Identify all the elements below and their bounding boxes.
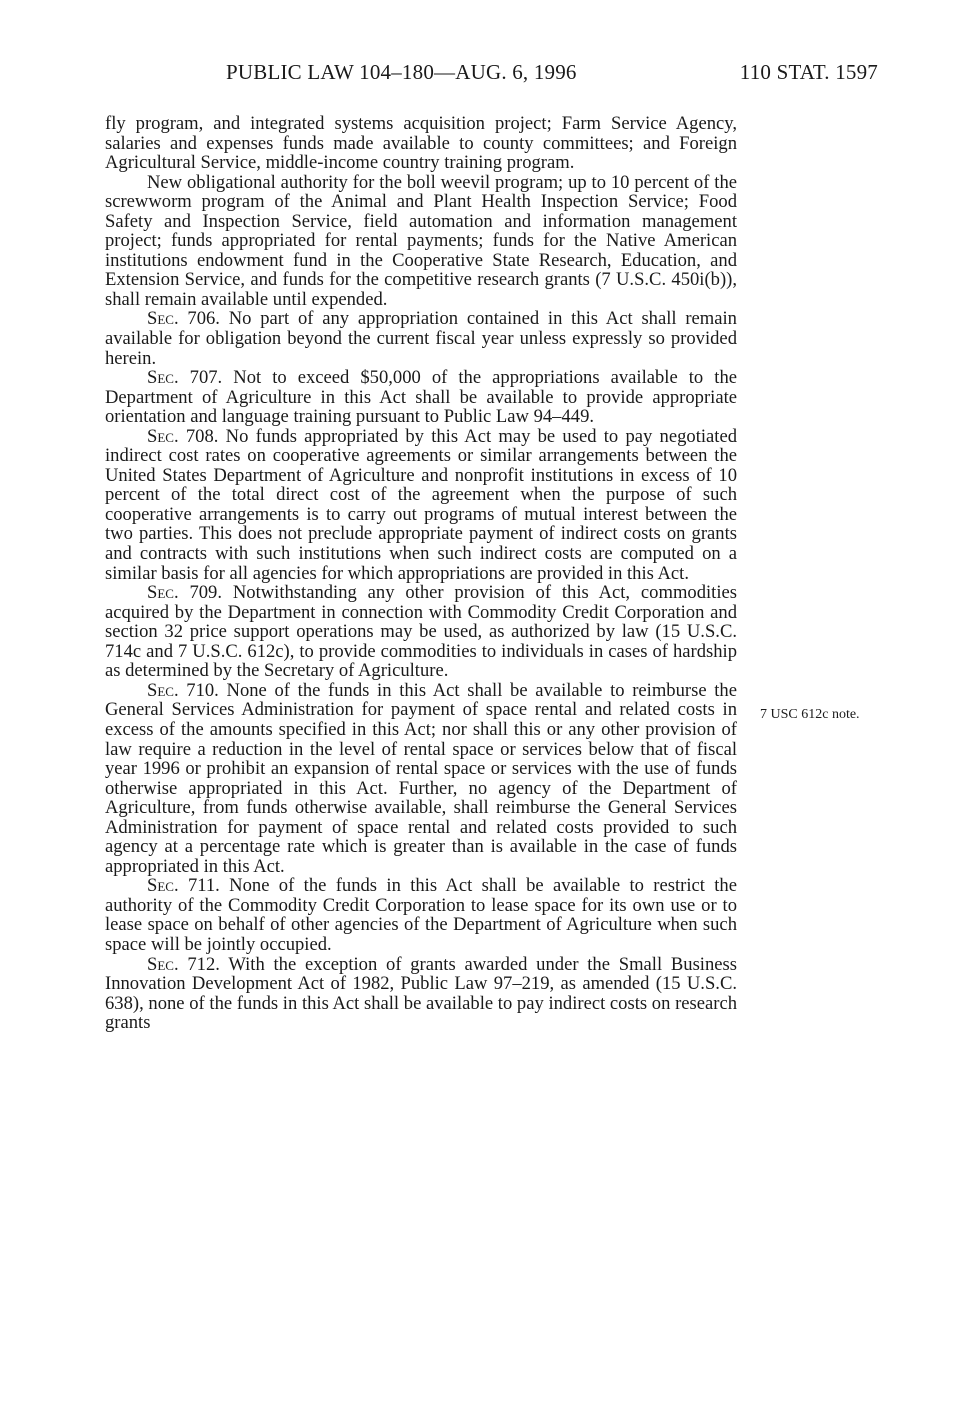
section-709 bbox=[105, 583, 737, 681]
section-number: Sec. 708. bbox=[147, 425, 219, 447]
section-text: No funds appropriated by this Act may be used to pay negotiated indirect cost rates on cooperative agreements or similar arrangements between the United States Department of Agriculture and nonprofit institutions in excess of 10 percent of the total direct cost of the agreement when the purpose of such cooperative arrangements is to carry out programs of mutual interest between the two parties. This does not preclude appropriate payment of indirect costs on grants and contracts with such institutions when such indirect costs are computed on a similar basis for all agencies for which appropriations are provided in this Act. bbox=[105, 425, 737, 584]
section-number: Sec. 710. bbox=[147, 679, 219, 701]
section-text: None of the funds in this Act shall be available to restrict the authority of the Commodity Credit Corporation to lease space for its own use or to lease space on behalf of other agencies of the Department of Agriculture when such space will be jointly occupied. bbox=[105, 875, 737, 955]
law-body bbox=[105, 114, 737, 1033]
section-708 bbox=[105, 427, 737, 583]
law-title: PUBLIC LAW 104–180—AUG. 6, 1996 bbox=[226, 60, 577, 84]
paragraph-obligational-authority bbox=[105, 173, 737, 310]
paragraph-text: New obligational authority for the boll weevil program; up to 10 percent of the screwworm program of the Animal and Plant Health Inspection Service; Food Safety and Inspection Service, field automation and information management project; funds appropriated for rental payments; funds for the Native American institutions endowment fund in the Cooperative State Research, Education, and Extension Service, and funds for the competitive research grants (7 U.S.C. 450i(b)), shall remain available until expended. bbox=[105, 171, 737, 310]
section-712 bbox=[105, 955, 737, 1033]
section-number: Sec. 709. bbox=[147, 582, 222, 604]
section-707 bbox=[105, 368, 737, 427]
statute-page-number: 110 STAT. 1597 bbox=[739, 60, 878, 84]
section-711 bbox=[105, 876, 737, 954]
section-text: None of the funds in this Act shall be available to reimburse the General Services Administration for payment of space rental and related costs in excess of the amounts specified in this Act; nor shall this or any other provision of law require a reduction in the level of rental space or services below that of fiscal year 1996 or prohibit an expansion of rental space or services with the use of funds otherwise appropriated in this Act. Further, no agency of the Department of Agriculture, from funds otherwise available, shall reimburse the General Services Administration for payment of space rental and related costs provided to such agency at a percentage rate which is greater than is available in the case of funds appropriated in this Act. bbox=[105, 679, 737, 877]
section-number: Sec. 712. bbox=[147, 953, 220, 975]
section-text: No part of any appropriation contained in this Act shall remain available for obligation beyond the current fiscal year unless expressly so provided herein. bbox=[105, 308, 737, 369]
paragraph-continuation bbox=[105, 114, 737, 173]
section-text: With the exception of grants awarded under the Small Business Innovation Development Act of 1982, Public Law 97–219, as amended (15 U.S.C. 638), none of the funds in this Act shall be available to pay indirect costs on research grants bbox=[105, 953, 737, 1034]
section-number: Sec. 711. bbox=[147, 875, 220, 897]
section-710 bbox=[105, 681, 737, 876]
section-number: Sec. 706. bbox=[147, 308, 220, 330]
section-text: Notwithstanding any other provision of this Act, commodities acquired by the Department in connection with Commodity Credit Corporation and section 32 price support operations may be used, as authorized by law (15 U.S.C. 714c and 7 U.S.C. 612c), to provide commodities to individuals in cases of hardship as determined by the Secretary of Agriculture. bbox=[105, 582, 737, 682]
paragraph-text: fly program, and integrated systems acquisition project; Farm Service Agency, salaries and expenses funds made available to county committees; and Foreign Agricultural Service, middle-income country training program. bbox=[105, 113, 737, 174]
margin-note-usc-citation: 7 USC 612c note. bbox=[760, 707, 860, 722]
section-text: Not to exceed $50,000 of the appropriations available to the Department of Agriculture in this Act shall be available to provide appropriate orientation and language training pursuant to Public Law 94–449. bbox=[105, 367, 737, 428]
section-706 bbox=[105, 309, 737, 368]
section-number: Sec. 707. bbox=[147, 367, 223, 389]
